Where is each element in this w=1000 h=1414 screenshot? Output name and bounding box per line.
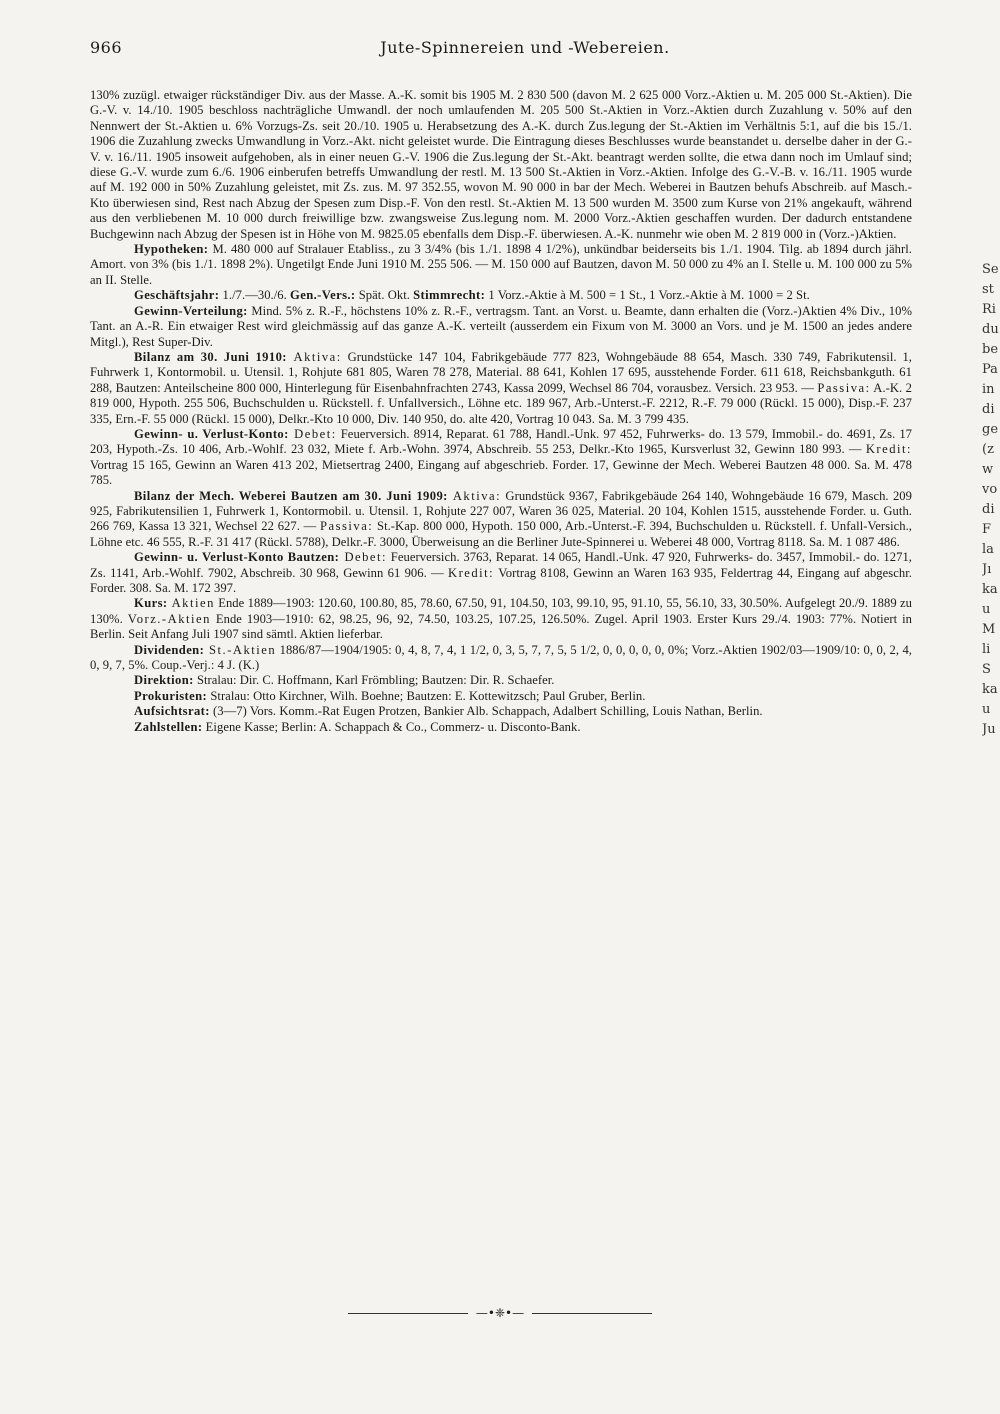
section-text: Ende 1889—1903: 120.60, 100.80, 85, 78.60, 67.50, 91, 104.50, 103, 99.10, 95, 91.10, 55, 56.10, 33, 30.50%. Aufgelegt 20./9. 1889 zu 130%. bbox=[90, 596, 912, 626]
edge-fragment-letter: Ri bbox=[982, 302, 996, 317]
section-subheading: Debet: bbox=[288, 426, 337, 441]
section-heading: Bilanz am 30. Juni 1910: bbox=[134, 349, 287, 364]
section-heading: Aufsichtsrat: bbox=[134, 704, 210, 719]
section-gewinn-verlust bbox=[90, 427, 912, 489]
section-text: 1./7.—30./6. bbox=[219, 288, 291, 303]
section-subheading: Passiva: bbox=[320, 519, 374, 534]
section-text: Stralau: Otto Kirchner, Wilh. Boehne; Bautzen: E. Kottewitzsch; Paul Gruber, Berlin. bbox=[207, 688, 646, 703]
section-subheading: Debet: bbox=[339, 550, 388, 565]
section-text: M. 480 000 auf Stralauer Etabliss., zu 3 3/4% (bis 1./1. 1898 4 1/2%), unkündbar beiderseits bis 1./1. 1904. Tilg. ab 1894 durch jährl. Amort. von 3% (bis 1./1. 1898 2%). Ungetilgt Ende Juni 1910 M. 255 506. — M. 150 000 auf Bautzen, davon M. 50 000 zu 4% an I. Stelle u. M. 100 000 zu 5% an II. Stelle. bbox=[90, 242, 912, 287]
page-number: 966 bbox=[90, 38, 123, 57]
section-text: Grundstücke 147 104, Fabrikgebäude 777 823, Wohngebäude 88 654, Masch. 330 749, Fabrikutensil. 1, Fuhrwerk 1, Kontormobil. u. Utensil. 1, Rohjute 681 805, Waren 78 278, Material. 88 641, Kohlen 17 695, ausstehende Forder. 611 618, Reichsbankguth. 61 288, Bautzen: Anteilscheine 800 000, Hinterlegung für Eisenbahnfrachten 2743, Kassa 2099, Wechsel 86 704, vorausbez. Versich. 23 953. — bbox=[90, 349, 912, 395]
section-dividenden bbox=[90, 643, 912, 674]
section-heading: Bilanz der Mech. Weberei Bautzen am 30. Juni 1909: bbox=[134, 488, 448, 503]
section-subheading: Kredit: bbox=[865, 442, 912, 457]
section-subheading: Passiva: bbox=[817, 380, 871, 395]
section-aufsichtsrat bbox=[90, 704, 912, 719]
edge-fragment-letter: li bbox=[982, 642, 991, 657]
edge-fragment-letter: u bbox=[982, 702, 991, 717]
body-text bbox=[90, 88, 912, 735]
section-heading: Dividenden: bbox=[134, 642, 205, 657]
page-header bbox=[90, 38, 960, 62]
edge-fragment-letter: u bbox=[982, 602, 991, 617]
section-heading: Prokuristen: bbox=[134, 688, 208, 703]
section-text: A.-K. 2 819 000, Hypoth. 255 506, Buchschulden u. Rückstell. f. Unfallversich., Löhne etc. 189 967, Arb.-Unterst.-F. 2212, R.-F. 79 000 (Rückl. 15 000), Disp.-F. 237 335, Ern.-F. 55 000 (Rückl. 15 000), Delkr.-Kto 10 000, Div. 140 950, do. alte 420, Vortrag 10 043. Sa. M. 3 799 435. bbox=[90, 380, 912, 426]
section-bilanz-bautzen bbox=[90, 489, 912, 551]
section-end-ornament bbox=[0, 1306, 1000, 1320]
section-heading: Gewinn- u. Verlust-Konto Bautzen: bbox=[134, 550, 340, 565]
edge-fragment-letter: ka bbox=[982, 582, 998, 597]
ornament-rule-right bbox=[532, 1313, 652, 1314]
section-subheading: Vorz.-Aktien bbox=[127, 611, 211, 626]
section-heading: Gewinn-Verteilung: bbox=[134, 303, 248, 318]
section-gewinn-verlust-bautzen bbox=[90, 550, 912, 596]
edge-fragment-letter: ge bbox=[982, 422, 999, 437]
section-subheading: Aktiva: bbox=[286, 349, 342, 364]
edge-fragment-letter: Jı bbox=[982, 562, 992, 577]
section-geschaeftsjahr bbox=[90, 288, 912, 303]
section-heading: Stimmrecht: bbox=[413, 288, 486, 303]
section-text: Stralau: Dir. C. Hoffmann, Karl Frömbling; Bautzen: Dir. R. Schaefer. bbox=[193, 673, 555, 688]
section-heading: Zahlstellen: bbox=[134, 719, 203, 734]
section-text: Spät. Okt. bbox=[355, 288, 414, 303]
section-subheading: Kredit: bbox=[448, 565, 495, 580]
edge-fragment-letter: F bbox=[982, 522, 992, 537]
edge-fragment-letter: ka bbox=[982, 682, 998, 697]
section-text: Eigene Kasse; Berlin: A. Schappach & Co., Commerz- u. Disconto-Bank. bbox=[202, 719, 581, 734]
edge-fragment-letter: (z bbox=[982, 442, 994, 457]
adjacent-page-edge-fragment bbox=[982, 260, 1000, 740]
edge-fragment-letter: be bbox=[982, 342, 999, 357]
section-text: Vortrag 8108, Gewinn an Waren 163 935, Feldertrag 44, Eingang auf abgeschr. Forder. 308. Sa. M. 172 397. bbox=[90, 565, 912, 595]
ornament-rule-left bbox=[348, 1313, 468, 1314]
section-bilanz-1910 bbox=[90, 350, 912, 427]
edge-fragment-letter: vo bbox=[982, 482, 998, 497]
edge-fragment-letter: w bbox=[982, 462, 994, 477]
section-text: 1886/87—1904/1905: 0, 4, 8, 7, 4, 1 1/2, 0, 3, 5, 7, 7, 5, 5 1/2, 0, 0, 0, 0, 0, 0%; Vorz.-Aktien 1902/03—1909/10: 0, 0, 2, 4, 0, 9, 7, 5%. Coup.-Verj.: 4 J. (K.) bbox=[90, 642, 912, 673]
section-heading: Kurs: bbox=[134, 596, 168, 611]
edge-fragment-letter: di bbox=[982, 402, 995, 417]
section-text: Feuerversich. 8914, Reparat. 61 788, Handl.-Unk. 97 452, Fuhrwerks- do. 13 579, Immobil.- do. 4691, Zs. 17 203, Hypoth.-Zs. 10 406, Arb.-Wohlf. 23 032, Miete f. Arb.-Wohn. 3974, Abschreib. 55 253, Delkr.-Kto 1965, Kursverlust 32, Gewinn 180 993. — bbox=[90, 426, 913, 457]
section-text: St.-Kap. 800 000, Hypoth. 150 000, Arb.-Unterst.-F. 394, Buchschulden u. Rückstell. f. Unfall-Versich., Löhne etc. 46 555, R.-F. 31 417 (Rückl. 5788), Delkr.-F. 3000, Überweisung an die Berliner Jute-Spinnerei u. Weberei 48 000, Vortrag 8118. Sa. M. 1 087 486. bbox=[90, 519, 913, 549]
edge-fragment-letter: in bbox=[982, 382, 995, 397]
section-heading: Gewinn- u. Verlust-Konto: bbox=[134, 426, 289, 441]
section-text: Mind. 5% z. R.-F., höchstens 10% z. R.-F., vertragsm. Tant. an Vorst. u. Beamte, dann erhalten die (Vorz.-)Aktien 4% Div., 10% Tant. an A.-R. Ein etwaiger Rest wird gleichmässig auf das ganze A.-K. verteilt (ausserdem ein Fixum von M. 3000 an Vors. und je M. 1500 an jedes andere Mitgl.), Rest Super-Div. bbox=[90, 303, 912, 349]
intro-paragraph: 130% zuzügl. etwaiger rückständiger Div. aus der Masse. A.-K. somit bis 1905 M. 2 830 500 (davon M. 2 625 000 Vorz.-Aktien u. M. 205 000 St.-Aktien). Die G.-V. v. 14./10. 1905 beschloss nachträgliche Umwandl. der noch umlaufenden M. 205 500 St.-Aktien in Vorz.-Aktien durch Zuzahlung v. 50% auf den Nennwert der St.-Aktien u. 6% Vorzugs-Zs. seit 20./10. 1905 u. Herabsetzung des A.-K. durch Zus.legung der St.-Aktien im Verhältnis 5:1, auf die bis 15./1. 1906 die Zuzahlung zwecks Umwandlung in Vorz.-Akt. nicht geleistet wurde. Die Eintragung dieses Beschlusses wurde beanstandet u. derselbe daher in der G.-V. v. 16./11. 1905 insoweit aufgehoben, als in einer neuen G.-V. 1906 die Zus.legung der St.-Akt. beantragt werden sollte, die etwa dann noch im Umlauf sind; diese G.-V. wurde zum 6./6. 1906 einberufen betreffs Umwandlung der restl. M. 13 500 St.-Aktien in Vorz.-Aktien. Infolge des G.-V.-B. v. 16./11. 1905 wurde auf M. 192 000 in 50% Zuzahlung geleistet, mit Zs. zus. M. 97 352.55, wovon M. 90 000 in bar der Mech. Weberei in Bautzen behufs Abschreib. auf Masch.-Kto überwiesen sind, Rest nach Abzug der Spesen zum Disp.-F. Von den restl. St.-Aktien M. 13 500 wurden M. 3500 zum Kurse von 21% angekauft, während aus den verbliebenen M. 10 000 durch freiwillige bzw. zwangsweise Zus.legung nom. M. 2000 Vorz.-Aktien geschaffen wurden. Der dadurch entstandene Buchgewinn nach Abzug der Spesen ist in Höhe von M. 9825.05 ebenfalls dem Disp.-F. überwiesen. A.-K. nunmehr wie oben M. 2 819 000 in (Vorz.-)Aktien. bbox=[90, 88, 912, 241]
section-subheading: Aktien bbox=[167, 596, 215, 611]
edge-fragment-letter: la bbox=[982, 542, 994, 557]
section-heading: Geschäftsjahr: bbox=[134, 288, 220, 303]
edge-fragment-letter: di bbox=[982, 502, 995, 517]
section-heading: Direktion: bbox=[134, 673, 194, 688]
section-text: Ende 1903—1910: 62, 98.25, 96, 92, 74.50, 103.25, 107.25, 126.50%. Zugel. April 1903. Erster Kurs 29./4. 1903: 77%. Notiert in Berlin. Seit Anfang Juli 1907 sind sämtl. Aktien lieferbar. bbox=[90, 611, 912, 642]
edge-fragment-letter: Ju bbox=[982, 722, 996, 737]
section-text: (3—7) Vors. Komm.-Rat Eugen Protzen, Bankier Alb. Schappach, Adalbert Schilling, Louis Nathan, Berlin. bbox=[209, 704, 763, 719]
section-text: 1 Vorz.-Aktie à M. 500 = 1 St., 1 Vorz.-Aktie à M. 1000 = 2 St. bbox=[485, 288, 810, 303]
running-title: Jute-Spinnereien und -Webereien. bbox=[380, 38, 670, 57]
section-kurs bbox=[90, 596, 912, 642]
edge-fragment-letter: du bbox=[982, 322, 999, 337]
section-text: Vortrag 15 165, Gewinn an Waren 413 202, Mietsertrag 2400, Eingang auf abgeschrieb. Forder. 17, Gewinne der Mech. Weberei Bautzen 48 000. Sa. M. 478 785. bbox=[90, 457, 912, 488]
ornament-glyph: —•❈•— bbox=[475, 1306, 525, 1320]
section-subheading: Aktiva: bbox=[447, 488, 502, 503]
section-text: Grundstück 9367, Fabrikgebäude 264 140, Wohngebäude 16 679, Masch. 209 925, Fabrikutensilien 1, Fuhrwerk 1, Kontormobil. u. Utensil. 1, Rohjute 227 007, Waren 36 025, Material. 20 104, Kohlen 1515, ausstehende Forder. u. Guth. 266 769, Kassa 13 321, Wechsel 22 627. — bbox=[90, 488, 912, 534]
section-hypotheken bbox=[90, 242, 912, 288]
section-prokuristen bbox=[90, 689, 912, 704]
edge-fragment-letter: Se bbox=[982, 262, 999, 277]
edge-fragment-letter: Pa bbox=[982, 362, 998, 377]
edge-fragment-letter: st bbox=[982, 282, 994, 297]
section-heading: Gen.-Vers.: bbox=[290, 288, 356, 303]
edge-fragment-letter: M bbox=[982, 622, 996, 637]
section-gewinn-verteilung bbox=[90, 304, 912, 350]
section-text: Feuerversich. 3763, Reparat. 14 065, Handl.-Unk. 47 920, Fuhrwerks- do. 3457, Immobil.- do. 1271, Zs. 1141, Arb.-Wohlf. 7902, Abschreib. 30 968, Gewinn 61 906. — bbox=[90, 550, 912, 580]
section-direktion bbox=[90, 673, 912, 688]
section-heading: Hypotheken: bbox=[134, 242, 209, 257]
edge-fragment-letter: S bbox=[982, 662, 991, 677]
section-zahlstellen bbox=[90, 720, 912, 735]
section-subheading: St.-Aktien bbox=[204, 642, 277, 657]
